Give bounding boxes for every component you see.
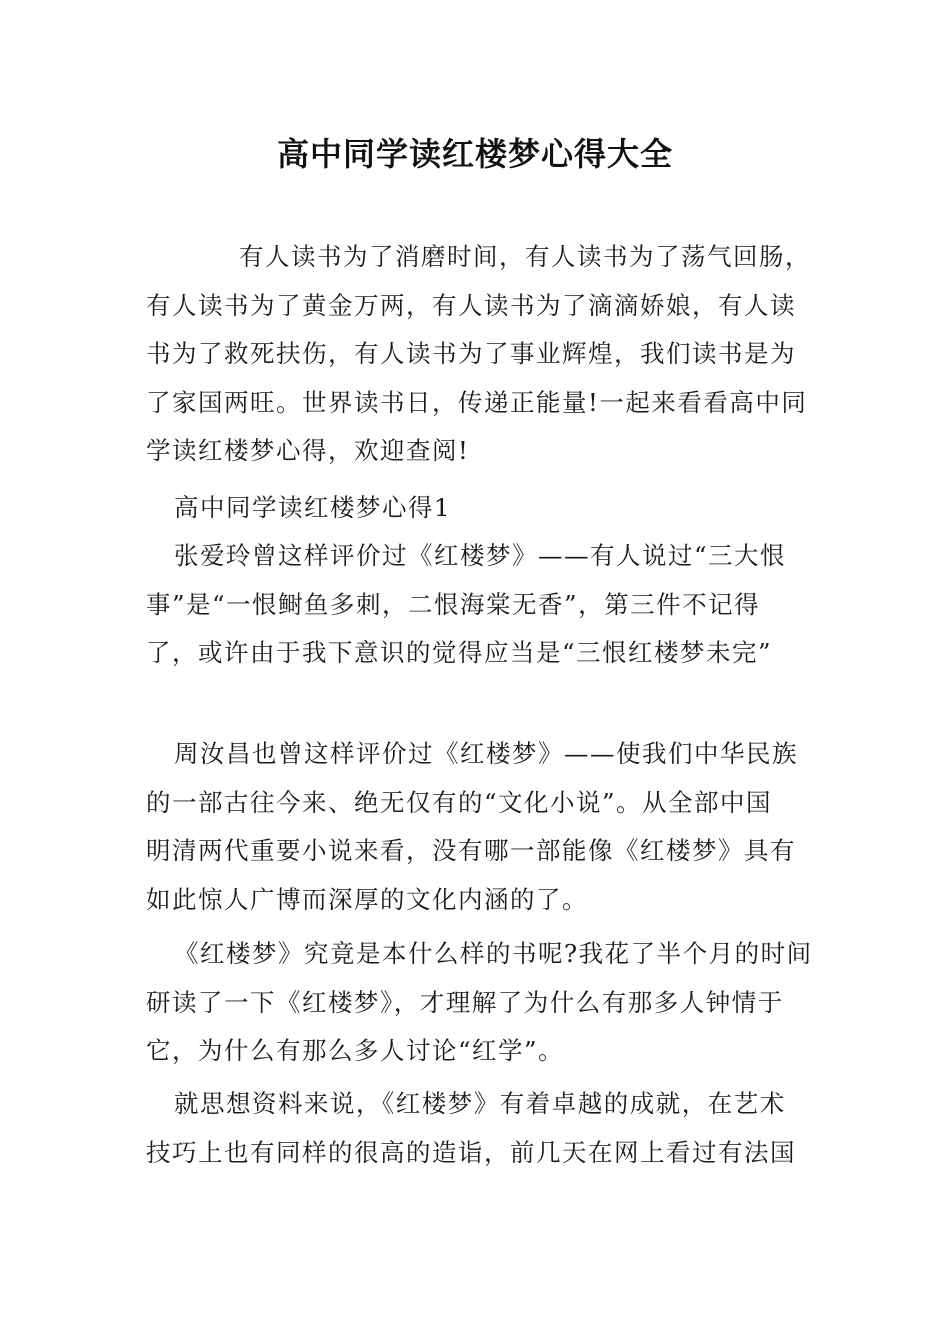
section-heading	[146, 484, 810, 533]
intro-line: 学读红楼梦心得，欢迎查阅!	[146, 436, 470, 465]
paragraph-line: 技巧上也有同样的很高的造诣，前几天在网上看过有法国	[146, 1137, 796, 1167]
intro-line: 有人读书为了黄金万两，有人读书为了滴滴娇娘，有人读	[146, 290, 796, 320]
paragraph-line: 事”是“一恨鲥鱼多刺，二恨海棠无香”，第三件不记得	[146, 589, 761, 619]
intro-line: 书为了救死扶伤，有人读书为了事业辉煌，我们读书是为	[146, 339, 796, 368]
intro-line: 了家国两旺。世界读书日，传递正能量!一起来看看高中同	[146, 387, 808, 417]
paragraph-line: 研读了一下《红楼梦》，才理解了为什么有那多人钟情于	[146, 987, 784, 1017]
paragraph-line: 张爱玲曾这样评价过《红楼梦》——有人说过“三大恨	[174, 541, 787, 570]
paragraph-line: 就思想资料来说，《红楼梦》有着卓越的成就，在艺术	[174, 1089, 786, 1118]
paragraph-line: 了，或许由于我下意识的觉得应当是“三恨红楼梦未完”	[146, 638, 773, 667]
intro-paragraph	[146, 233, 810, 476]
intro-line: 有人读书为了消磨时间，有人读书为了荡气回肠，	[239, 242, 811, 271]
paragraph-zhou-ruchang	[146, 730, 810, 924]
paragraph-line: 周汝昌也曾这样评价过《红楼梦》——使我们中华民族	[174, 739, 798, 768]
paragraph-zhang-ailing	[146, 532, 810, 678]
paragraph-line: 它，为什么有那么多人讨论“红学”。	[146, 1036, 565, 1065]
section-heading-text: 高中同学读红楼梦心得1	[174, 493, 452, 522]
paragraph-line: 如此惊人广博而深厚的文化内涵的了。	[146, 884, 588, 914]
paragraph-line: 明清两代重要小说来看，没有哪一部能像《红楼梦》具有	[146, 836, 796, 865]
document-title: 高中同学读红楼梦心得大全	[276, 135, 673, 173]
paragraph-line: 《红楼梦》究竟是本什么样的书呢?我花了半个月的时间	[174, 939, 813, 968]
paragraph-line: 的一部古往今来、绝无仅有的“文化小说”。从全部中国	[146, 787, 773, 817]
paragraph-thought-content	[146, 1080, 810, 1177]
paragraph-what-book	[146, 930, 813, 1076]
